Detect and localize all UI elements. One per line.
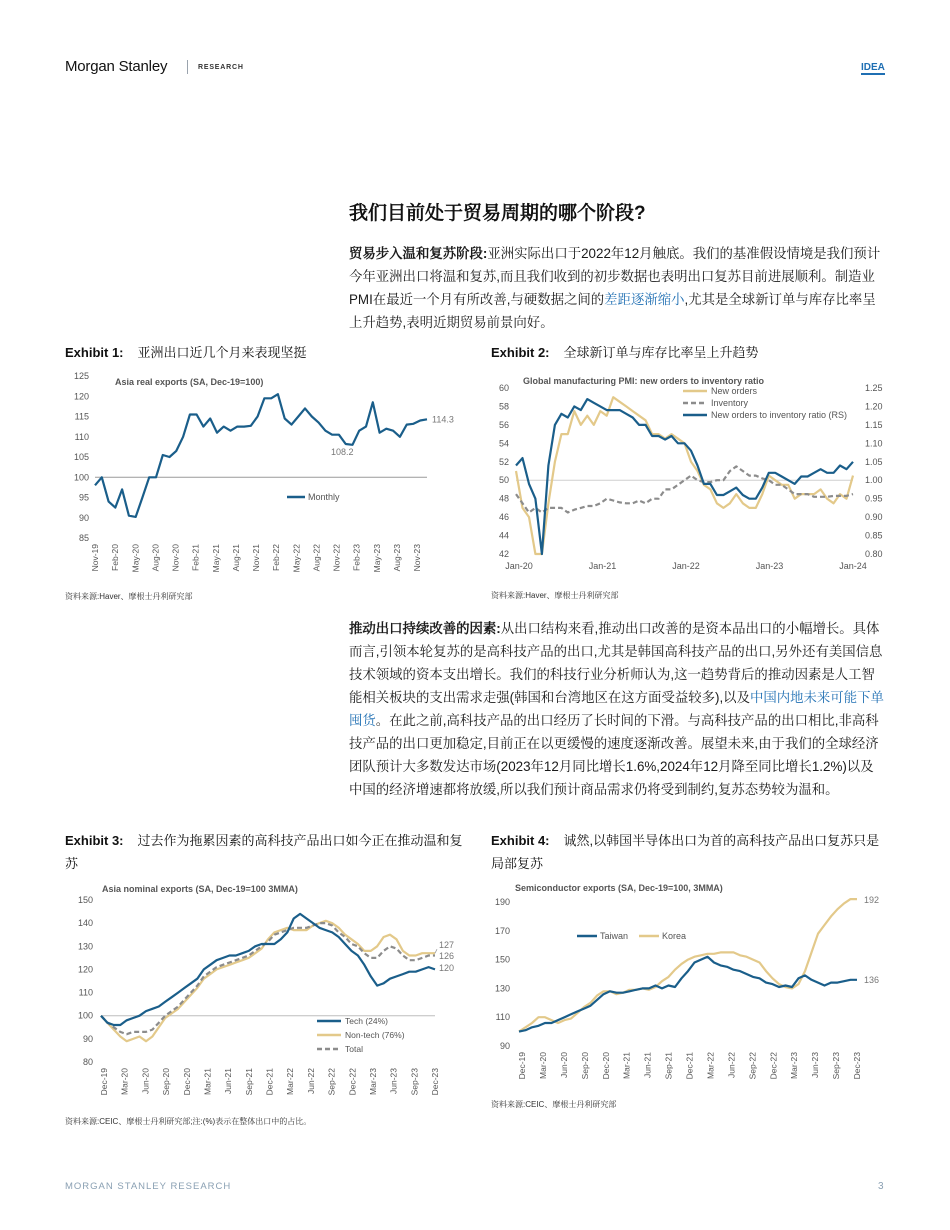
x-tick-label: Sep-23 bbox=[409, 1068, 420, 1096]
paragraph-lead: 贸易步入温和复苏阶段: bbox=[349, 246, 488, 261]
exhibit-3-chart bbox=[65, 878, 460, 1106]
data-label: 114.3 bbox=[432, 414, 454, 425]
x-tick-label: Dec-19 bbox=[517, 1052, 527, 1080]
data-label: 126 bbox=[439, 951, 455, 961]
y-tick-label: 60 bbox=[498, 383, 509, 393]
legend-label: Inventory bbox=[711, 398, 749, 408]
x-tick-label: Jun-22 bbox=[726, 1052, 737, 1078]
legend-label: Tech (24%) bbox=[345, 1016, 388, 1026]
y2-tick-label: 0.95 bbox=[865, 493, 883, 504]
y-tick-label: 80 bbox=[82, 1057, 93, 1067]
chart-title: Asia nominal exports (SA, Dec-19=100 3MMA) bbox=[102, 884, 298, 894]
y-tick-label: 100 bbox=[77, 1010, 93, 1021]
section-title: 我们目前处于贸易周期的哪个阶段? bbox=[349, 203, 646, 224]
y-tick-label: 44 bbox=[498, 530, 509, 541]
y2-tick-label: 0.90 bbox=[865, 512, 883, 523]
x-tick-label: Jun-21 bbox=[642, 1052, 653, 1078]
asia-nominal-exports-chart bbox=[65, 878, 460, 1106]
paragraph-text: 从出口结构来看,推动出口改善的是资本品出口的小幅增长。具体而言,引领本轮复苏的是高科技产品的出口,尤其是韩国高科技产品的出口,另外还有美国信息技术领域的资本支出增长。我们的科技行业分析师认为,这一趋势背后的推动因素是人工智能相关板块的支出需求走强(韩国和台湾地区在这方面受益较多),以及 bbox=[349, 621, 883, 705]
exhibit-4-source: 资料来源:CEIC、摩根士丹利研究部 bbox=[491, 1100, 617, 1109]
y-tick-label: 90 bbox=[78, 512, 89, 523]
y-tick-label: 130 bbox=[77, 941, 93, 952]
x-tick-label: Dec-21 bbox=[684, 1052, 695, 1080]
x-tick-label: Jan-24 bbox=[839, 561, 867, 571]
exhibit-1-source: 资料来源:Haver、摩根士丹利研究部 bbox=[65, 592, 193, 601]
legend-label: New orders to inventory ratio (RS) bbox=[711, 410, 848, 420]
y2-tick-label: 1.05 bbox=[865, 456, 883, 467]
x-tick-label: Mar-23 bbox=[367, 1068, 378, 1095]
x-tick-label: Nov-20 bbox=[170, 544, 181, 572]
x-tick-label: Feb-22 bbox=[271, 544, 282, 571]
x-tick-label: Jun-20 bbox=[558, 1052, 569, 1078]
x-tick-label: May-22 bbox=[291, 544, 302, 573]
morgan-stanley-logo: Morgan Stanley bbox=[65, 58, 168, 75]
x-tick-label: Dec-19 bbox=[99, 1068, 109, 1096]
paragraph-trade-recovery bbox=[349, 242, 885, 334]
y2-tick-label: 0.80 bbox=[865, 549, 883, 559]
y-tick-label: 48 bbox=[498, 493, 509, 504]
exhibit-number: Exhibit 1: bbox=[65, 345, 124, 360]
y-tick-label: 105 bbox=[73, 452, 89, 462]
gap-narrowing-link[interactable]: 差距逐渐缩小 bbox=[604, 292, 685, 307]
china-stockpiling-link[interactable]: 中国内地未来可能下单囤货 bbox=[349, 690, 884, 728]
exhibit-2-chart bbox=[491, 372, 886, 584]
x-tick-label: Jan-21 bbox=[588, 561, 617, 571]
x-tick-label: Sep-22 bbox=[747, 1052, 758, 1080]
exhibit-4-chart bbox=[491, 878, 886, 1088]
y-tick-label: 46 bbox=[498, 512, 509, 523]
y-tick-label: 130 bbox=[494, 983, 510, 994]
y2-tick-label: 1.25 bbox=[865, 383, 883, 393]
chart-title: Asia real exports (SA, Dec-19=100) bbox=[115, 377, 264, 387]
exhibit-title: 诚然,以韩国半导体出口为首的高科技产品出口复苏只是局部复苏 bbox=[491, 833, 880, 871]
y-tick-label: 90 bbox=[499, 1041, 510, 1051]
footer-brand: MORGAN STANLEY RESEARCH bbox=[65, 1181, 232, 1192]
chart-title: Global manufacturing PMI: new orders to inventory ratio bbox=[523, 376, 765, 386]
x-tick-label: Mar-21 bbox=[621, 1052, 632, 1079]
y-tick-label: 100 bbox=[73, 472, 89, 483]
y-tick-label: 56 bbox=[498, 419, 509, 430]
y-tick-label: 150 bbox=[494, 954, 510, 965]
x-tick-label: Dec-23 bbox=[430, 1068, 440, 1096]
y-tick-label: 95 bbox=[78, 492, 89, 503]
x-tick-label: Feb-23 bbox=[351, 544, 362, 571]
x-tick-label: Dec-20 bbox=[600, 1052, 611, 1080]
x-tick-label: Mar-22 bbox=[705, 1052, 716, 1079]
x-tick-label: Dec-22 bbox=[768, 1052, 779, 1080]
paragraph-text: 亚洲实际出口于2022年12月触底。我们的基准假设情境是我们预计今年亚洲出口将温和复苏,而且我们收到的初步数据也表明出口复苏目前进展顺利。制造业PMI在最近一个月有所改善,与硬数据之间的 bbox=[349, 246, 881, 307]
data-label: 136 bbox=[864, 975, 880, 985]
y-tick-label: 85 bbox=[78, 533, 89, 543]
legend-label: Non-tech (76%) bbox=[345, 1030, 405, 1040]
exhibit-title: 全球新订单与库存比率呈上升趋势 bbox=[563, 345, 759, 360]
x-tick-label: Aug-20 bbox=[150, 544, 161, 572]
y2-tick-label: 1.20 bbox=[865, 401, 883, 412]
series-monthly bbox=[95, 394, 427, 517]
x-tick-label: Mar-22 bbox=[285, 1068, 296, 1095]
exhibit-number: Exhibit 4: bbox=[491, 833, 550, 848]
paragraph-export-drivers bbox=[349, 617, 885, 801]
legend-label: Taiwan bbox=[600, 931, 629, 941]
exhibit-2-label bbox=[491, 341, 891, 364]
series-tech bbox=[101, 914, 435, 1025]
y-tick-label: 120 bbox=[73, 391, 89, 402]
x-tick-label: Jun-23 bbox=[810, 1052, 821, 1078]
x-tick-label: Nov-23 bbox=[412, 544, 422, 572]
exhibit-1-chart bbox=[65, 366, 460, 586]
y-tick-label: 120 bbox=[77, 964, 93, 975]
x-tick-label: Sep-21 bbox=[243, 1068, 254, 1096]
x-tick-label: Aug-23 bbox=[391, 544, 402, 572]
data-label: 192 bbox=[864, 895, 880, 905]
y-tick-label: 54 bbox=[498, 438, 509, 449]
x-tick-label: Nov-19 bbox=[90, 544, 100, 572]
y-tick-label: 58 bbox=[498, 401, 509, 412]
x-tick-label: Mar-21 bbox=[202, 1068, 213, 1095]
asia-real-exports-chart bbox=[65, 366, 460, 586]
x-tick-label: Jun-23 bbox=[388, 1068, 399, 1094]
data-label: 127 bbox=[439, 940, 455, 950]
x-tick-label: Jun-22 bbox=[305, 1068, 316, 1094]
y-tick-label: 190 bbox=[494, 897, 510, 907]
y2-tick-label: 0.85 bbox=[865, 530, 883, 541]
x-tick-label: Aug-21 bbox=[230, 544, 241, 572]
series-korea bbox=[519, 899, 857, 1032]
x-tick-label: Jan-22 bbox=[672, 561, 700, 571]
series-ratio bbox=[516, 399, 853, 554]
exhibit-title: 过去作为拖累因素的高科技产品出口如今正在推动温和复苏 bbox=[65, 833, 463, 871]
page-number: 3 bbox=[878, 1181, 884, 1192]
exhibit-4-label bbox=[491, 829, 891, 875]
y-tick-label: 110 bbox=[495, 1012, 510, 1023]
y2-tick-label: 1.00 bbox=[865, 475, 883, 486]
callout-line bbox=[435, 949, 437, 953]
x-tick-label: May-21 bbox=[210, 544, 221, 573]
exhibit-title: 亚洲出口近几个月来表现坚挺 bbox=[137, 345, 307, 360]
exhibit-number: Exhibit 2: bbox=[491, 345, 550, 360]
idea-badge: IDEA bbox=[861, 62, 885, 73]
data-label: 108.2 bbox=[331, 447, 354, 457]
pmi-ratio-chart bbox=[491, 372, 886, 584]
x-tick-label: Sep-23 bbox=[831, 1052, 842, 1080]
x-tick-label: Sep-20 bbox=[579, 1052, 590, 1080]
y-tick-label: 125 bbox=[73, 371, 89, 381]
series-inventory bbox=[516, 466, 853, 512]
x-tick-label: Aug-22 bbox=[311, 544, 322, 572]
paragraph-text: 。在此之前,高科技产品的出口经历了长时间的下滑。与高科技产品的出口相比,非高科技产品的出口更加稳定,目前正在以更缓慢的速度逐渐改善。展望未来,由于我们的全球经济团队预计大多数发达市场(2023年12月同比增长1.6%,2024年12月降至同比增长1.2%)以及中国的经济增速都将放缓,所以我们预计商品需求仍将受到制约,复苏态势较为温和。 bbox=[349, 713, 879, 797]
exhibit-3-source: 资料来源:CEIC、摩根士丹利研究部;注:(%)表示在整体出口中的占比。 bbox=[65, 1117, 312, 1126]
x-tick-label: Dec-22 bbox=[347, 1068, 358, 1096]
y-tick-label: 110 bbox=[78, 987, 93, 998]
paragraph-text: ,尤其是全球新订单与库存比率呈上升趋势,表明近期贸易前景向好。 bbox=[349, 292, 876, 330]
header-divider bbox=[187, 60, 188, 74]
x-tick-label: Jan-20 bbox=[505, 561, 533, 571]
x-tick-label: Nov-22 bbox=[331, 544, 342, 572]
paragraph-lead: 推动出口持续改善的因素: bbox=[349, 621, 501, 636]
exhibit-3-label bbox=[65, 829, 465, 875]
x-tick-label: Mar-20 bbox=[119, 1068, 130, 1095]
y-tick-label: 170 bbox=[494, 925, 510, 936]
x-tick-label: Jan-23 bbox=[755, 561, 784, 571]
chart-title: Semiconductor exports (SA, Dec-19=100, 3MMA) bbox=[515, 883, 723, 893]
legend-label: Monthly bbox=[308, 492, 340, 502]
y-tick-label: 115 bbox=[74, 411, 89, 422]
legend-label: New orders bbox=[711, 386, 758, 396]
y-tick-label: 140 bbox=[77, 918, 93, 929]
y-tick-label: 52 bbox=[498, 456, 509, 467]
research-label: RESEARCH bbox=[198, 64, 244, 71]
x-tick-label: Dec-23 bbox=[852, 1052, 862, 1080]
x-tick-label: Dec-21 bbox=[264, 1068, 275, 1096]
x-tick-label: Mar-20 bbox=[537, 1052, 548, 1079]
y-tick-label: 110 bbox=[74, 431, 89, 442]
legend-label: Korea bbox=[662, 931, 687, 941]
x-tick-label: Sep-20 bbox=[161, 1068, 172, 1096]
y-tick-label: 90 bbox=[82, 1033, 93, 1044]
y2-tick-label: 1.10 bbox=[865, 438, 883, 449]
x-tick-label: Jun-21 bbox=[223, 1068, 234, 1094]
y2-tick-label: 1.15 bbox=[865, 419, 883, 430]
x-tick-label: Mar-23 bbox=[789, 1052, 800, 1079]
legend-label: Total bbox=[345, 1044, 363, 1054]
y-tick-label: 42 bbox=[498, 549, 509, 559]
exhibit-number: Exhibit 3: bbox=[65, 833, 124, 848]
exhibit-2-source: 资料来源:Haver、摩根士丹利研究部 bbox=[491, 591, 619, 600]
x-tick-label: Sep-21 bbox=[663, 1052, 674, 1080]
x-tick-label: May-20 bbox=[130, 544, 141, 573]
x-tick-label: May-23 bbox=[371, 544, 382, 573]
data-label: 120 bbox=[439, 963, 455, 973]
x-tick-label: Jun-20 bbox=[140, 1068, 151, 1094]
x-tick-label: Dec-20 bbox=[181, 1068, 192, 1096]
x-tick-label: Feb-21 bbox=[190, 544, 201, 571]
y-tick-label: 50 bbox=[498, 475, 509, 486]
semiconductor-exports-chart bbox=[491, 878, 886, 1088]
exhibit-1-label bbox=[65, 341, 465, 364]
y-tick-label: 150 bbox=[77, 895, 93, 905]
x-tick-label: Nov-21 bbox=[251, 544, 261, 572]
x-tick-label: Sep-22 bbox=[326, 1068, 337, 1096]
x-tick-label: Feb-20 bbox=[110, 544, 121, 571]
